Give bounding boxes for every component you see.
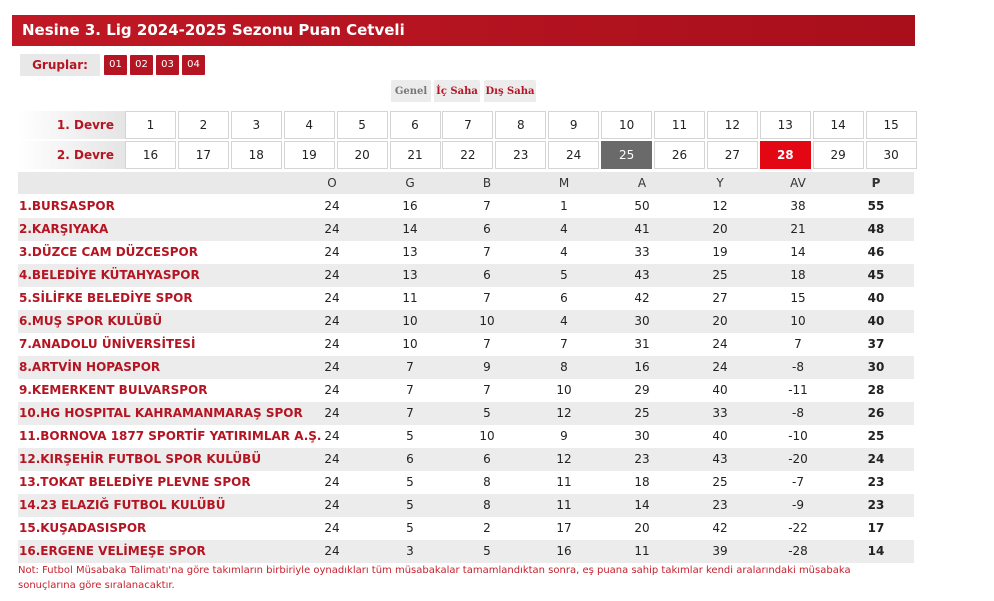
- stat-b: 7: [483, 337, 491, 351]
- table-row: [18, 540, 914, 563]
- stat-a: 29: [634, 383, 650, 397]
- stat-av: -8: [792, 360, 804, 374]
- stat-m: 1: [560, 199, 568, 213]
- tab-genel[interactable]: Genel: [391, 80, 431, 102]
- stat-g: 5: [406, 429, 414, 443]
- stat-y: 25: [712, 475, 728, 489]
- table-row: [18, 218, 914, 241]
- standings-header: [18, 172, 914, 194]
- stat-a: 41: [634, 222, 650, 236]
- table-row: [18, 517, 914, 540]
- stat-y: 24: [712, 360, 728, 374]
- column-header-m: M: [558, 176, 570, 190]
- stat-av: -10: [788, 429, 808, 443]
- stat-av: -28: [788, 544, 808, 558]
- table-row: [18, 241, 914, 264]
- stat-p: 26: [867, 406, 885, 420]
- stat-m: 5: [560, 268, 568, 282]
- stat-av: -11: [788, 383, 808, 397]
- stat-p: 46: [867, 245, 885, 259]
- stat-av: -9: [792, 498, 804, 512]
- stat-av: 18: [790, 268, 806, 282]
- stat-a: 33: [634, 245, 650, 259]
- week-button-11[interactable]: 11: [654, 111, 705, 139]
- stat-y: 19: [712, 245, 728, 259]
- stat-av: 15: [790, 291, 806, 305]
- tab-ic-saha[interactable]: İç Saha: [434, 80, 480, 102]
- week-button-12[interactable]: 12: [707, 111, 758, 139]
- stat-p: 37: [867, 337, 885, 351]
- stat-o: 24: [324, 199, 340, 213]
- week-button-20[interactable]: 20: [337, 141, 388, 169]
- stat-o: 24: [324, 222, 340, 236]
- stat-m: 11: [556, 498, 572, 512]
- team-name-link[interactable]: 4.BELEDİYE KÜTAHYASPOR: [19, 268, 200, 282]
- stat-av: 38: [790, 199, 806, 213]
- stat-av: 7: [794, 337, 802, 351]
- stat-av: -20: [788, 452, 808, 466]
- team-name-link[interactable]: 8.ARTVİN HOPASPOR: [19, 360, 161, 374]
- table-row: [18, 287, 914, 310]
- stat-o: 24: [324, 521, 340, 535]
- week-button-3[interactable]: 3: [231, 111, 282, 139]
- group-button-01[interactable]: 01: [104, 55, 127, 75]
- week-button-18[interactable]: 18: [231, 141, 282, 169]
- stat-y: 39: [712, 544, 728, 558]
- week-button-7[interactable]: 7: [442, 111, 493, 139]
- week-button-17[interactable]: 17: [178, 141, 229, 169]
- team-name-link[interactable]: 9.KEMERKENT BULVARSPOR: [19, 383, 208, 397]
- stat-m: 9: [560, 429, 568, 443]
- table-row: [18, 333, 914, 356]
- stat-g: 13: [402, 245, 418, 259]
- stat-y: 25: [712, 268, 728, 282]
- stat-o: 24: [324, 291, 340, 305]
- stat-p: 23: [867, 498, 885, 512]
- stat-y: 23: [712, 498, 728, 512]
- group-button-02[interactable]: 02: [130, 55, 153, 75]
- stat-y: 27: [712, 291, 728, 305]
- table-row: [18, 356, 914, 379]
- stat-y: 43: [712, 452, 728, 466]
- stat-y: 33: [712, 406, 728, 420]
- table-row: [18, 494, 914, 517]
- stat-g: 13: [402, 268, 418, 282]
- stat-m: 10: [556, 383, 572, 397]
- week-button-23[interactable]: 23: [495, 141, 546, 169]
- table-row: [18, 425, 914, 448]
- stat-a: 23: [634, 452, 650, 466]
- stat-m: 11: [556, 475, 572, 489]
- column-header-b: B: [482, 176, 492, 190]
- stat-g: 7: [406, 383, 414, 397]
- team-name-link[interactable]: 5.SİLİFKE BELEDİYE SPOR: [19, 291, 193, 305]
- stat-y: 20: [712, 222, 728, 236]
- stat-b: 7: [483, 291, 491, 305]
- stat-m: 4: [560, 222, 568, 236]
- stat-m: 12: [556, 452, 572, 466]
- team-name-link[interactable]: 3.DÜZCE CAM DÜZCESPOR: [19, 245, 198, 259]
- stat-b: 9: [483, 360, 491, 374]
- stat-p: 25: [867, 429, 885, 443]
- week-button-27[interactable]: 27: [707, 141, 758, 169]
- page-title: Nesine 3. Lig 2024-2025 Sezonu Puan Cetveli: [12, 15, 915, 46]
- stat-p: 40: [867, 314, 885, 328]
- team-name-link[interactable]: 10.HG HOSPITAL KAHRAMANMARAŞ SPOR: [19, 406, 303, 420]
- stat-a: 30: [634, 429, 650, 443]
- stat-m: 8: [560, 360, 568, 374]
- stat-p: 40: [867, 291, 885, 305]
- stat-av: -7: [792, 475, 804, 489]
- groups-label: Gruplar:: [20, 54, 100, 76]
- week-button-10[interactable]: 10: [601, 111, 652, 139]
- week-button-24[interactable]: 24: [548, 141, 599, 169]
- stat-g: 5: [406, 475, 414, 489]
- stat-p: 48: [867, 222, 885, 236]
- table-row: [18, 402, 914, 425]
- week-button-9[interactable]: 9: [548, 111, 599, 139]
- stat-o: 24: [324, 245, 340, 259]
- stat-p: 30: [867, 360, 885, 374]
- stat-y: 12: [712, 199, 728, 213]
- stat-p: 14: [867, 544, 885, 558]
- stat-a: 20: [634, 521, 650, 535]
- group-button-03[interactable]: 03: [156, 55, 179, 75]
- week-button-5[interactable]: 5: [337, 111, 388, 139]
- week-button-2[interactable]: 2: [178, 111, 229, 139]
- week-button-13[interactable]: 13: [760, 111, 811, 139]
- week-button-1[interactable]: 1: [125, 111, 176, 139]
- table-row: [18, 471, 914, 494]
- table-row: [18, 195, 914, 218]
- column-header-o: O: [327, 176, 337, 190]
- stat-b: 7: [483, 199, 491, 213]
- stat-g: 14: [402, 222, 418, 236]
- stat-m: 17: [556, 521, 572, 535]
- column-header-a: A: [637, 176, 647, 190]
- week-button-19[interactable]: 19: [284, 141, 335, 169]
- team-name-link[interactable]: 16.ERGENE VELİMEŞE SPOR: [19, 544, 206, 558]
- stat-p: 28: [867, 383, 885, 397]
- stat-b: 10: [479, 429, 495, 443]
- week-button-30[interactable]: 30: [866, 141, 917, 169]
- stat-av: -22: [788, 521, 808, 535]
- stat-a: 16: [634, 360, 650, 374]
- column-header-g: G: [405, 176, 415, 190]
- stat-av: 21: [790, 222, 806, 236]
- stat-o: 24: [324, 544, 340, 558]
- stat-y: 40: [712, 383, 728, 397]
- week-button-16[interactable]: 16: [125, 141, 176, 169]
- team-name-link[interactable]: 12.KIRŞEHİR FUTBOL SPOR KULÜBÜ: [19, 452, 262, 466]
- stat-m: 7: [560, 337, 568, 351]
- stat-y: 20: [712, 314, 728, 328]
- table-row: [18, 264, 914, 287]
- stat-b: 8: [483, 475, 491, 489]
- table-row: [18, 379, 914, 402]
- week-button-14[interactable]: 14: [813, 111, 864, 139]
- stat-b: 10: [479, 314, 495, 328]
- stat-b: 5: [483, 406, 491, 420]
- stat-g: 3: [406, 544, 414, 558]
- stat-g: 10: [402, 337, 418, 351]
- week-button-8[interactable]: 8: [495, 111, 546, 139]
- stat-a: 43: [634, 268, 650, 282]
- stat-y: 40: [712, 429, 728, 443]
- stat-b: 7: [483, 245, 491, 259]
- team-name-link[interactable]: 15.KUŞADASISPOR: [19, 521, 147, 535]
- stat-o: 24: [324, 452, 340, 466]
- stat-g: 5: [406, 521, 414, 535]
- stat-g: 11: [402, 291, 418, 305]
- stat-b: 6: [483, 222, 491, 236]
- stat-av: 10: [790, 314, 806, 328]
- stat-av: -8: [792, 406, 804, 420]
- stat-a: 30: [634, 314, 650, 328]
- week-button-6[interactable]: 6: [390, 111, 441, 139]
- stat-g: 16: [402, 199, 418, 213]
- stat-m: 16: [556, 544, 572, 558]
- stat-o: 24: [324, 475, 340, 489]
- stat-a: 50: [634, 199, 650, 213]
- stat-m: 4: [560, 245, 568, 259]
- stat-g: 5: [406, 498, 414, 512]
- week-button-4[interactable]: 4: [284, 111, 335, 139]
- stat-o: 24: [324, 406, 340, 420]
- stat-b: 2: [483, 521, 491, 535]
- week-button-21[interactable]: 21: [390, 141, 441, 169]
- stat-b: 7: [483, 383, 491, 397]
- stat-p: 23: [867, 475, 885, 489]
- stat-y: 42: [712, 521, 728, 535]
- stat-b: 8: [483, 498, 491, 512]
- team-name-link[interactable]: 2.KARŞIYAKA: [19, 222, 109, 236]
- stat-o: 24: [324, 268, 340, 282]
- week-button-15[interactable]: 15: [866, 111, 917, 139]
- stat-g: 10: [402, 314, 418, 328]
- stat-av: 14: [790, 245, 806, 259]
- stat-m: 6: [560, 291, 568, 305]
- stat-p: 55: [867, 199, 885, 213]
- table-row: [18, 310, 914, 333]
- stat-g: 7: [406, 360, 414, 374]
- team-name-link[interactable]: 11.BORNOVA 1877 SPORTİF YATIRIMLAR A.Ş.: [19, 429, 322, 443]
- stat-a: 31: [634, 337, 650, 351]
- round-label-1: 1. Devre: [18, 111, 127, 139]
- week-button-28[interactable]: 28: [760, 141, 811, 169]
- stat-g: 7: [406, 406, 414, 420]
- stat-p: 24: [867, 452, 885, 466]
- stat-o: 24: [324, 498, 340, 512]
- stat-a: 25: [634, 406, 650, 420]
- stat-a: 42: [634, 291, 650, 305]
- team-name-link[interactable]: 7.ANADOLU ÜNİVERSİTESİ: [19, 337, 196, 351]
- tab-dis-saha[interactable]: Dış Saha: [484, 80, 536, 102]
- tiebreak-note: Not: Futbol Müsabaka Talimatı'na göre takımların birbiriyle oynadıkları tüm müsabakalar tamamlandıktan sonra, eş puana sahip takımlar kendi aralarındaki müsabaka sonuçlarına göre sıralanacaktır.: [18, 565, 851, 591]
- team-name-link[interactable]: 13.TOKAT BELEDİYE PLEVNE SPOR: [19, 475, 251, 489]
- stat-p: 17: [867, 521, 885, 535]
- stat-g: 6: [406, 452, 414, 466]
- stat-o: 24: [324, 429, 340, 443]
- week-button-29[interactable]: 29: [813, 141, 864, 169]
- group-button-04[interactable]: 04: [182, 55, 205, 75]
- stat-m: 12: [556, 406, 572, 420]
- stat-y: 24: [712, 337, 728, 351]
- stat-p: 45: [867, 268, 885, 282]
- table-row: [18, 448, 914, 471]
- column-header-y: Y: [716, 176, 724, 190]
- stat-o: 24: [324, 337, 340, 351]
- week-button-25[interactable]: 25: [601, 141, 652, 169]
- stat-o: 24: [324, 360, 340, 374]
- stat-o: 24: [324, 314, 340, 328]
- round-label-2: 2. Devre: [18, 141, 127, 169]
- team-name-link[interactable]: 1.BURSASPOR: [19, 199, 115, 213]
- stat-a: 14: [634, 498, 650, 512]
- column-header-av: AV: [790, 176, 806, 190]
- stat-m: 4: [560, 314, 568, 328]
- stat-b: 5: [483, 544, 491, 558]
- stat-b: 6: [483, 452, 491, 466]
- stat-a: 18: [634, 475, 650, 489]
- week-button-26[interactable]: 26: [654, 141, 705, 169]
- column-header-p: P: [871, 176, 881, 190]
- week-button-22[interactable]: 22: [442, 141, 493, 169]
- stat-a: 11: [634, 544, 650, 558]
- stat-b: 6: [483, 268, 491, 282]
- team-name-link[interactable]: 6.MUŞ SPOR KULÜBÜ: [19, 314, 163, 328]
- team-name-link[interactable]: 14.23 ELAZIĞ FUTBOL KULÜBÜ: [19, 498, 226, 512]
- stat-o: 24: [324, 383, 340, 397]
